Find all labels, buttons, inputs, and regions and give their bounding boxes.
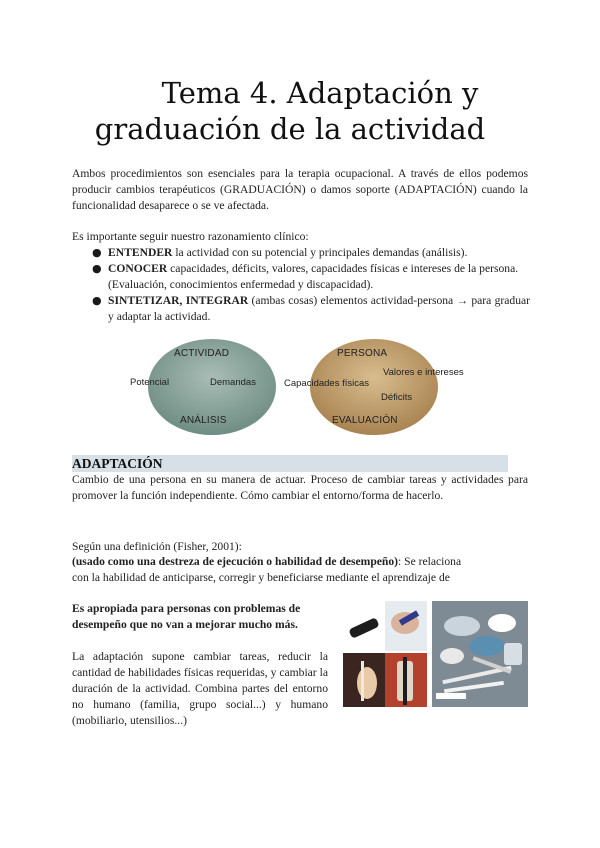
bullet-bold: CONOCER	[108, 262, 168, 275]
bullet-item-entender	[108, 245, 530, 261]
adaptacion-note: Es apropiada para personas con problemas de desempeño que no van a mejorar mucho más.	[72, 602, 301, 631]
adaptive-utensils-photo	[432, 601, 528, 707]
definition-lead: Según una definición (Fisher, 2001):	[72, 540, 242, 553]
diagram-label-persona: PERSONA	[337, 348, 388, 359]
page-title-line-2: graduación de la actividad	[94, 112, 486, 146]
diagram-label-deficits: Déficits	[381, 392, 413, 403]
definition-bold: (usado como una destreza de ejecución o habilidad de desempeño)	[72, 555, 399, 568]
diagram-label-analisis: ANÁLISIS	[180, 415, 227, 426]
intro-paragraph: Ambos procedimientos son esenciales para la terapia ocupacional. A través de ellos podemos producir cambios terapéuticos (GRADUACIÓN) o damos soporte (ADAPTACIÓN) cuando la funcionalidad desaparece o se ve afectada.	[72, 167, 528, 212]
adaptive-tools-photo-collage	[343, 601, 427, 707]
diagram-label-valores: Valores e intereses	[383, 367, 464, 378]
bullet-text: capacidades, déficits, valores, capacidades físicas e intereses de la persona. (Evaluación, conocimientos enfermedad y discapacidad).	[108, 262, 519, 291]
bullet-dot: ●	[92, 294, 102, 307]
diagram-label-evaluacion: EVALUACIÓN	[332, 415, 398, 426]
definition-line-1	[72, 554, 461, 570]
adaptacion-paragraph: Cambio de una persona en su manera de actuar. Proceso de cambiar tareas y actividades para promover la función independiente. Cómo cambiar el entorno/forma de hacerlo.	[72, 473, 528, 502]
definition-line-2: con la habilidad de anticiparse, corregir y beneficiarse mediante el aprendizaje de	[72, 571, 450, 584]
bullet-text: la actividad con su potencial y principales demandas (análisis).	[172, 246, 468, 259]
page-title-line-1: Tema 4. Adaptación y	[161, 76, 479, 110]
diagram-label-actividad: ACTIVIDAD	[174, 348, 230, 359]
diagram-label-capacidades: Capacidades físicas	[284, 378, 370, 389]
bullet-bold: ENTENDER	[108, 246, 173, 259]
bullet-bold: SINTETIZAR, INTEGRAR	[108, 294, 249, 307]
bullet-dot: ●	[92, 246, 102, 259]
diagram-label-potencial: Potencial	[130, 377, 170, 388]
bullet-item-sintetizar	[108, 293, 530, 325]
bullet-dot: ●	[92, 262, 102, 275]
reasoning-lead: Es importante seguir nuestro razonamiento clínico:	[72, 230, 309, 243]
section-heading-adaptacion: ADAPTACIÓN	[72, 456, 163, 471]
bullet-text: (ambas cosas) elementos actividad-persona → para graduar y adaptar la actividad.	[108, 294, 530, 323]
bullet-item-conocer	[108, 261, 530, 293]
definition-rest: : Se relaciona	[398, 555, 462, 568]
diagram-label-demandas: Demandas	[210, 377, 256, 388]
adaptacion-paragraph-2: La adaptación supone cambiar tareas, reducir la cantidad de habilidades físicas requeridas, y cambiar la duración de la actividad. Combina partes del entorno no humano (familia, grupo social...) y humano (mobiliario, utensilios...)	[72, 650, 328, 727]
